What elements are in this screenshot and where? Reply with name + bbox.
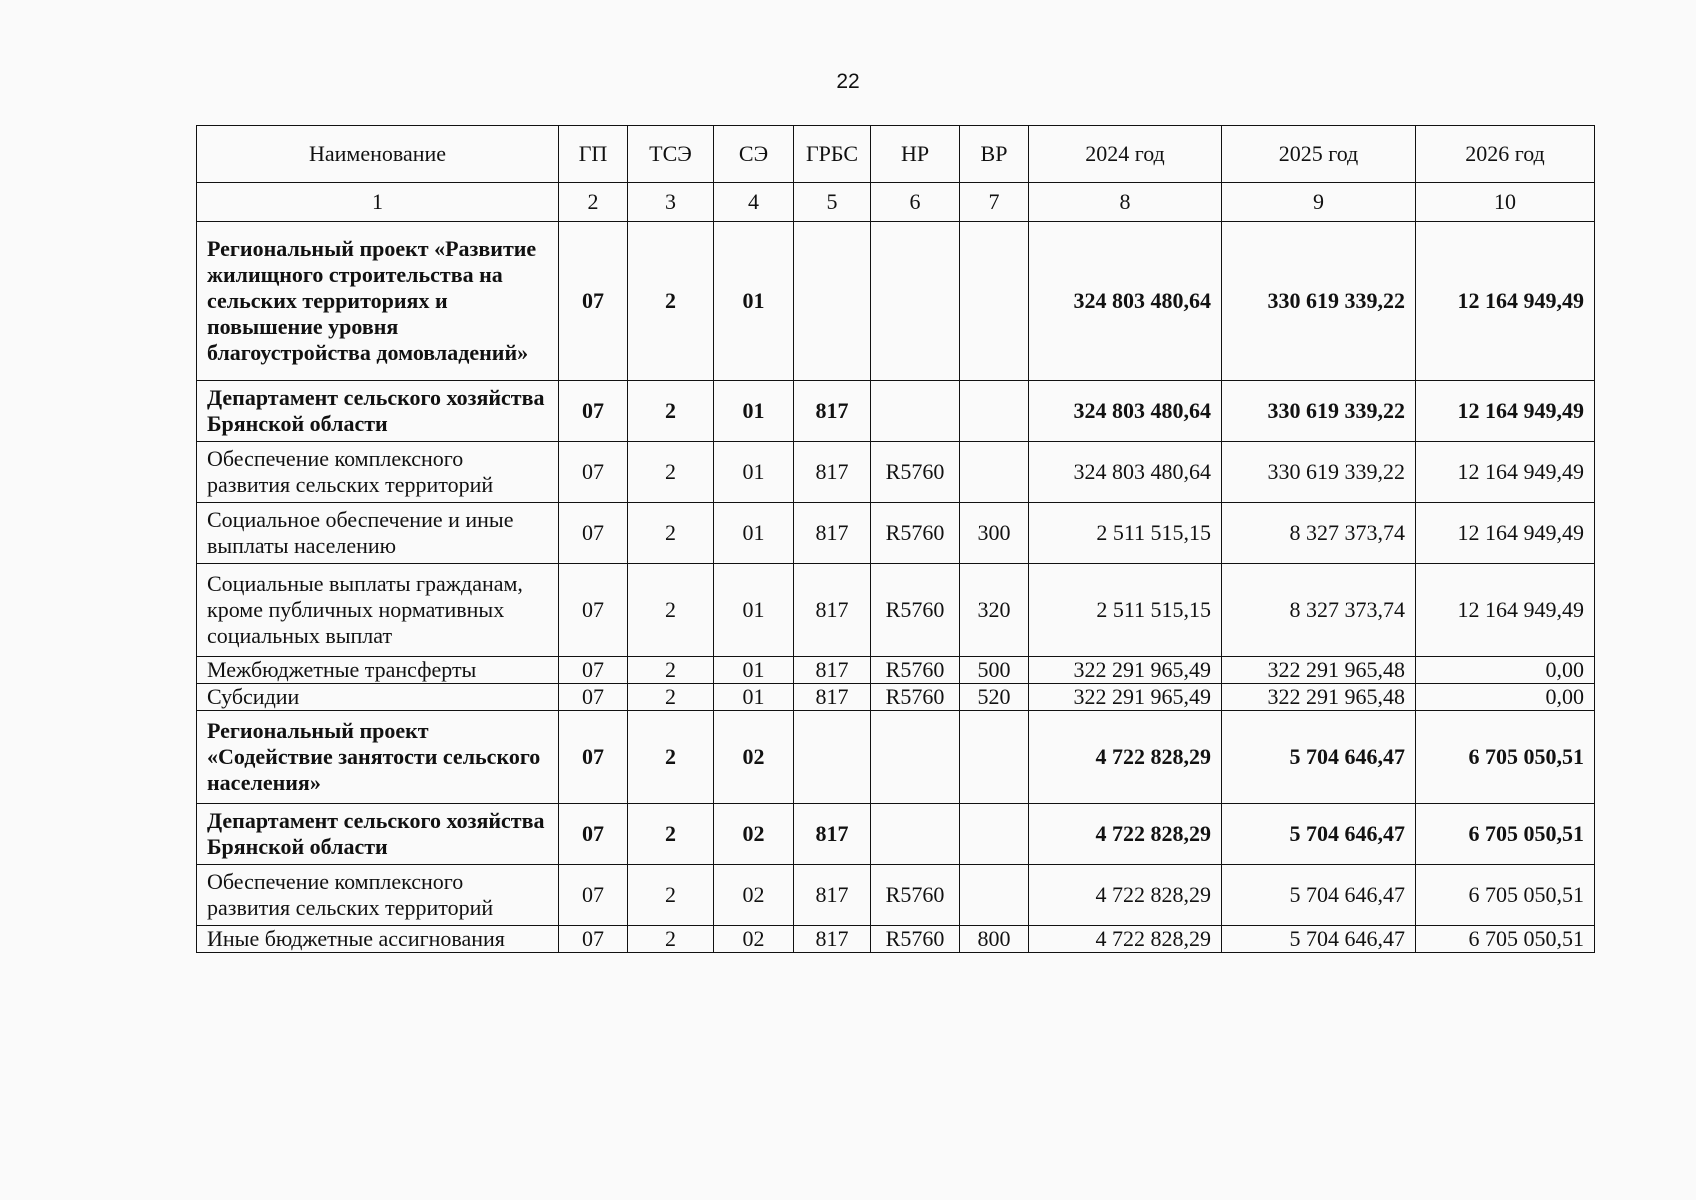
- row-vr: [960, 865, 1029, 926]
- row-nr: [871, 711, 960, 804]
- row-vr: 320: [960, 564, 1029, 657]
- row-amount-2026: 12 164 949,49: [1416, 222, 1595, 381]
- table-row: [197, 804, 1595, 865]
- row-tse: 2: [628, 804, 714, 865]
- row-grbs: [794, 222, 871, 381]
- row-gp: 07: [559, 503, 628, 564]
- header-nr: НР: [871, 126, 960, 183]
- row-name: Социальные выплаты гражданам, кроме публичных нормативных социальных выплат: [197, 564, 559, 657]
- header-vr: ВР: [960, 126, 1029, 183]
- row-amount-2026: 6 705 050,51: [1416, 865, 1595, 926]
- row-grbs: 817: [794, 381, 871, 442]
- row-gp: 07: [559, 564, 628, 657]
- row-name: Региональный проект «Развитие жилищного строительства на сельских территориях и повышение уровня благоустройства домовладений»: [197, 222, 559, 381]
- row-amount-2025: 5 704 646,47: [1222, 804, 1416, 865]
- column-number: 4: [714, 183, 794, 222]
- column-numbering-row: [197, 183, 1595, 222]
- row-name: Региональный проект «Содействие занятости сельского населения»: [197, 711, 559, 804]
- row-se: 02: [714, 711, 794, 804]
- row-nr: [871, 222, 960, 381]
- row-amount-2026: 12 164 949,49: [1416, 503, 1595, 564]
- row-name: Обеспечение комплексного развития сельских территорий: [197, 442, 559, 503]
- row-nr: R5760: [871, 442, 960, 503]
- row-amount-2026: 6 705 050,51: [1416, 804, 1595, 865]
- row-se: 01: [714, 222, 794, 381]
- table-row: [197, 711, 1595, 804]
- column-number: 5: [794, 183, 871, 222]
- column-number: 10: [1416, 183, 1595, 222]
- row-se: 01: [714, 564, 794, 657]
- row-vr: 520: [960, 684, 1029, 711]
- header-gp: ГП: [559, 126, 628, 183]
- row-name: Департамент сельского хозяйства Брянской области: [197, 381, 559, 442]
- row-amount-2024: 322 291 965,49: [1029, 657, 1222, 684]
- row-grbs: 817: [794, 684, 871, 711]
- row-amount-2026: 0,00: [1416, 657, 1595, 684]
- row-amount-2026: 12 164 949,49: [1416, 564, 1595, 657]
- row-tse: 2: [628, 684, 714, 711]
- row-gp: 07: [559, 381, 628, 442]
- row-tse: 2: [628, 503, 714, 564]
- row-amount-2025: 330 619 339,22: [1222, 442, 1416, 503]
- row-gp: 07: [559, 657, 628, 684]
- row-amount-2024: 4 722 828,29: [1029, 804, 1222, 865]
- row-tse: 2: [628, 657, 714, 684]
- row-name: Межбюджетные трансферты: [197, 657, 559, 684]
- row-vr: 300: [960, 503, 1029, 564]
- column-number: 9: [1222, 183, 1416, 222]
- row-amount-2025: 8 327 373,74: [1222, 564, 1416, 657]
- column-number: 6: [871, 183, 960, 222]
- row-grbs: 817: [794, 926, 871, 953]
- table-row: [197, 503, 1595, 564]
- row-amount-2025: 5 704 646,47: [1222, 926, 1416, 953]
- column-number: 2: [559, 183, 628, 222]
- row-nr: R5760: [871, 564, 960, 657]
- row-se: 01: [714, 684, 794, 711]
- row-se: 02: [714, 804, 794, 865]
- row-vr: 500: [960, 657, 1029, 684]
- row-amount-2024: 324 803 480,64: [1029, 381, 1222, 442]
- page-number: 22: [836, 70, 860, 93]
- row-tse: 2: [628, 711, 714, 804]
- row-amount-2024: 2 511 515,15: [1029, 503, 1222, 564]
- header-se: СЭ: [714, 126, 794, 183]
- row-name: Субсидии: [197, 684, 559, 711]
- row-amount-2024: 322 291 965,49: [1029, 684, 1222, 711]
- row-amount-2025: 5 704 646,47: [1222, 865, 1416, 926]
- row-amount-2025: 322 291 965,48: [1222, 684, 1416, 711]
- row-amount-2026: 12 164 949,49: [1416, 381, 1595, 442]
- row-tse: 2: [628, 222, 714, 381]
- row-gp: 07: [559, 684, 628, 711]
- table-row: [197, 381, 1595, 442]
- row-name: Обеспечение комплексного развития сельских территорий: [197, 865, 559, 926]
- row-amount-2025: 8 327 373,74: [1222, 503, 1416, 564]
- table-row: [197, 865, 1595, 926]
- row-grbs: 817: [794, 564, 871, 657]
- row-tse: 2: [628, 381, 714, 442]
- header-2025: 2025 год: [1222, 126, 1416, 183]
- row-name: Социальное обеспечение и иные выплаты населению: [197, 503, 559, 564]
- row-gp: 07: [559, 442, 628, 503]
- budget-table: [196, 125, 1595, 953]
- row-nr: R5760: [871, 684, 960, 711]
- row-vr: [960, 381, 1029, 442]
- row-se: 02: [714, 926, 794, 953]
- row-grbs: 817: [794, 442, 871, 503]
- row-nr: R5760: [871, 503, 960, 564]
- header-2024: 2024 год: [1029, 126, 1222, 183]
- row-name: Департамент сельского хозяйства Брянской области: [197, 804, 559, 865]
- column-number: 7: [960, 183, 1029, 222]
- row-amount-2026: 6 705 050,51: [1416, 711, 1595, 804]
- row-vr: [960, 442, 1029, 503]
- row-se: 01: [714, 503, 794, 564]
- header-name: Наименование: [197, 126, 559, 183]
- column-number: 8: [1029, 183, 1222, 222]
- row-amount-2024: 4 722 828,29: [1029, 865, 1222, 926]
- table-row: [197, 926, 1595, 953]
- row-amount-2026: 6 705 050,51: [1416, 926, 1595, 953]
- table-row: [197, 684, 1595, 711]
- row-amount-2024: 4 722 828,29: [1029, 926, 1222, 953]
- row-amount-2025: 330 619 339,22: [1222, 381, 1416, 442]
- row-amount-2024: 324 803 480,64: [1029, 222, 1222, 381]
- row-tse: 2: [628, 865, 714, 926]
- row-amount-2025: 330 619 339,22: [1222, 222, 1416, 381]
- row-tse: 2: [628, 926, 714, 953]
- row-vr: [960, 711, 1029, 804]
- row-vr: 800: [960, 926, 1029, 953]
- row-grbs: 817: [794, 657, 871, 684]
- row-tse: 2: [628, 442, 714, 503]
- row-amount-2025: 322 291 965,48: [1222, 657, 1416, 684]
- row-amount-2024: 4 722 828,29: [1029, 711, 1222, 804]
- row-nr: [871, 804, 960, 865]
- row-nr: R5760: [871, 657, 960, 684]
- row-gp: 07: [559, 711, 628, 804]
- header-tse: ТСЭ: [628, 126, 714, 183]
- column-number: 3: [628, 183, 714, 222]
- table-row: [197, 222, 1595, 381]
- row-amount-2026: 0,00: [1416, 684, 1595, 711]
- header-2026: 2026 год: [1416, 126, 1595, 183]
- table-row: [197, 657, 1595, 684]
- row-amount-2024: 324 803 480,64: [1029, 442, 1222, 503]
- row-grbs: 817: [794, 804, 871, 865]
- header-grbs: ГРБС: [794, 126, 871, 183]
- row-se: 02: [714, 865, 794, 926]
- row-gp: 07: [559, 222, 628, 381]
- row-se: 01: [714, 381, 794, 442]
- row-amount-2025: 5 704 646,47: [1222, 711, 1416, 804]
- table-row: [197, 564, 1595, 657]
- row-grbs: 817: [794, 865, 871, 926]
- row-nr: R5760: [871, 926, 960, 953]
- row-se: 01: [714, 442, 794, 503]
- row-grbs: 817: [794, 503, 871, 564]
- row-nr: R5760: [871, 865, 960, 926]
- table-header-row: [197, 126, 1595, 183]
- row-tse: 2: [628, 564, 714, 657]
- row-vr: [960, 804, 1029, 865]
- column-number: 1: [197, 183, 559, 222]
- table-row: [197, 442, 1595, 503]
- row-gp: 07: [559, 926, 628, 953]
- row-amount-2026: 12 164 949,49: [1416, 442, 1595, 503]
- row-gp: 07: [559, 865, 628, 926]
- row-name: Иные бюджетные ассигнования: [197, 926, 559, 953]
- row-amount-2024: 2 511 515,15: [1029, 564, 1222, 657]
- row-grbs: [794, 711, 871, 804]
- row-nr: [871, 381, 960, 442]
- row-gp: 07: [559, 804, 628, 865]
- row-vr: [960, 222, 1029, 381]
- row-se: 01: [714, 657, 794, 684]
